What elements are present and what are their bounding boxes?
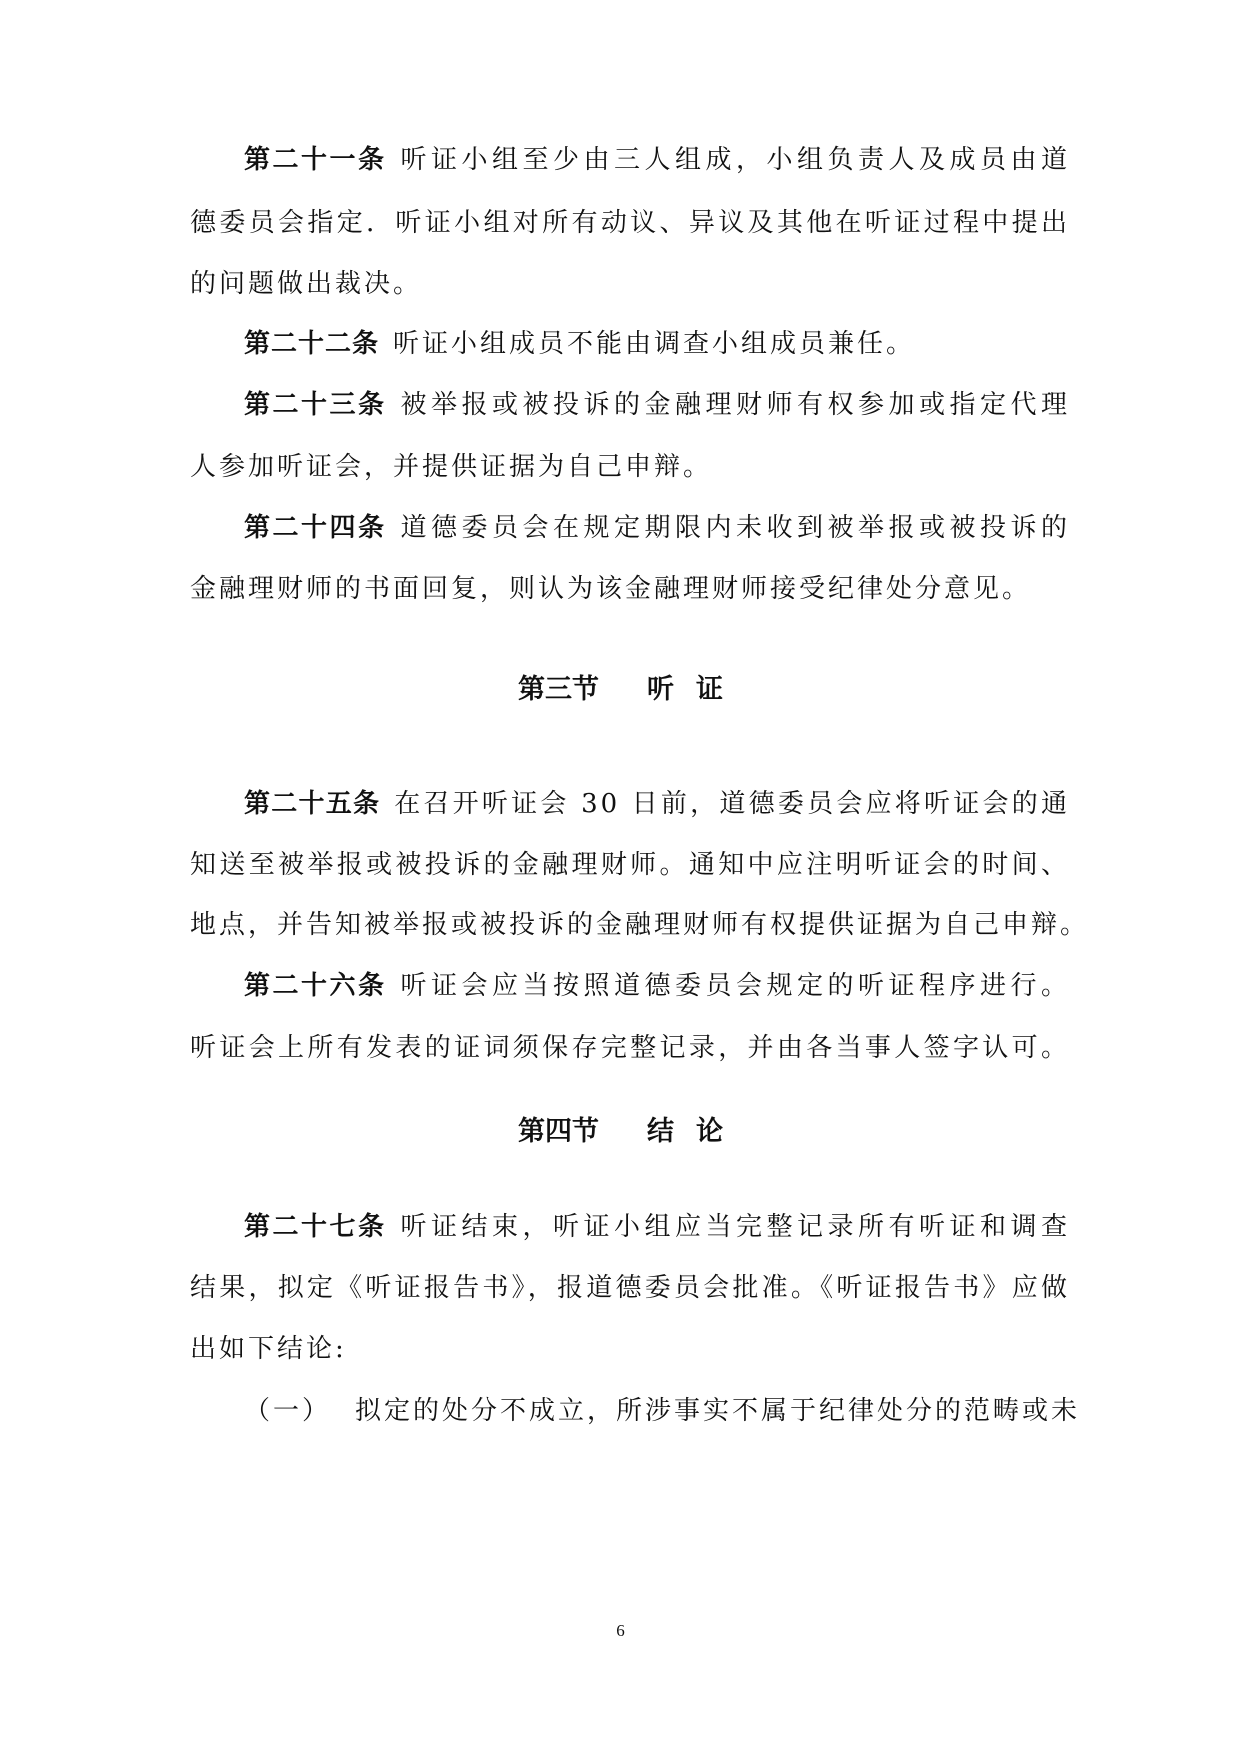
page-number: 6 [616, 1621, 625, 1640]
article-24-text-1: 道德委员会在规定期限内未收到被举报或被投诉的 [400, 513, 1070, 543]
article-21-line-1 [244, 142, 1070, 178]
article-25-line-3: 地点，并告知被举报或被投诉的金融理财师有权提供证据为自己申辩。 [190, 910, 1090, 940]
article-24-label: 第二十四条 [244, 513, 387, 543]
article-27-line-1 [244, 1209, 1070, 1245]
article-22-text-1: 听证小组成员不能由调查小组成员兼任。 [393, 329, 916, 359]
section-3-name: 听证 [647, 674, 745, 705]
article-24-line-1 [244, 510, 1070, 546]
item-1-text: 拟定的处分不成立，所涉事实不属于纪律处分的范畴或未 [355, 1396, 1081, 1426]
article-21-line-2: 德委员会指定．听证小组对所有动议、异议及其他在听证过程中提出 [190, 208, 1070, 238]
article-21-text-1: 听证小组至少由三人组成，小组负责人及成员由道 [400, 145, 1070, 175]
article-26-line-2: 听证会上所有发表的证词须保存完整记录，并由各当事人签字认可。 [190, 1033, 1070, 1063]
article-25-line-2: 知送至被举报或被投诉的金融理财师。通知中应注明听证会的时间、 [190, 850, 1070, 880]
section-3-number: 第三节 [518, 674, 599, 705]
section-4-number: 第四节 [518, 1116, 599, 1147]
article-23-line-2: 人参加听证会，并提供证据为自己申辩。 [190, 452, 713, 482]
article-23-text-1: 被举报或被投诉的金融理财师有权参加或指定代理 [400, 390, 1070, 420]
article-27-line-3: 出如下结论: [190, 1334, 347, 1364]
article-27-text-1: 听证结束，听证小组应当完整记录所有听证和调查 [400, 1212, 1070, 1242]
article-21-line-3: 的问题做出裁决。 [190, 269, 423, 299]
article-25-line-1 [244, 786, 1070, 822]
article-23-label: 第二十三条 [244, 390, 387, 420]
article-23-line-1 [244, 387, 1070, 423]
article-26-label: 第二十六条 [244, 971, 387, 1001]
article-24-line-2: 金融理财师的书面回复，则认为该金融理财师接受纪律处分意见。 [190, 574, 1032, 604]
article-27-label: 第二十七条 [244, 1212, 387, 1242]
article-25-label: 第二十五条 [244, 789, 381, 819]
item-1-prefix: （一） [244, 1396, 332, 1426]
article-21-label: 第二十一条 [244, 145, 387, 175]
article-25-text-1: 在召开听证会 30 日前，道德委员会应将听证会的通 [394, 789, 1070, 819]
article-27-item-1 [244, 1393, 1081, 1429]
article-27-line-2: 结果，拟定《听证报告书》，报道德委员会批准。《听证报告书》应做 [190, 1273, 1070, 1303]
article-22-label: 第二十二条 [244, 329, 380, 359]
article-26-line-1 [244, 968, 1070, 1004]
article-26-text-1: 听证会应当按照道德委员会规定的听证程序进行。 [400, 971, 1070, 1001]
section-4-heading [0, 1114, 1241, 1150]
section-4-name: 结论 [647, 1116, 745, 1147]
section-3-heading [0, 672, 1241, 708]
article-22-line-1 [244, 326, 1070, 362]
